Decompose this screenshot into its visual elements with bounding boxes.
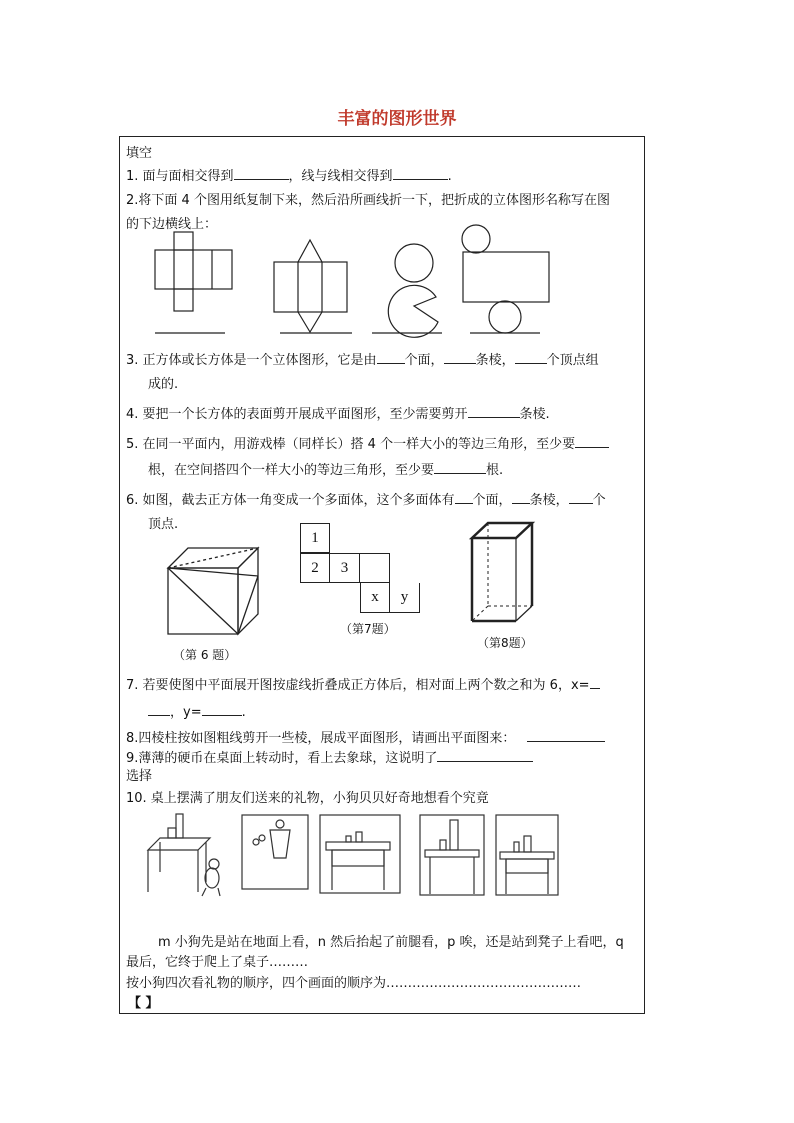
section-choice-heading: 选择	[126, 769, 153, 784]
q5-blank-1[interactable]	[575, 434, 609, 448]
q6-blank-3[interactable]	[569, 490, 593, 504]
q9-blank[interactable]	[437, 748, 533, 762]
question-4	[126, 404, 550, 424]
q7-blank-y[interactable]	[202, 702, 242, 716]
question-8	[126, 728, 605, 748]
fig6-caption: （第 6 题）	[173, 648, 237, 662]
q10-line4: 按小狗四次看礼物的顺序，四个画面的顺序为………………………………………	[126, 976, 582, 991]
q1-text-a: 1. 面与面相交得到	[126, 169, 234, 184]
q7-blank-x[interactable]	[148, 702, 170, 716]
q2-line1: 2.将下面 4 个图用纸复制下来，然后沿所画线折一下，把折成的立体图形名称写在图	[126, 193, 610, 208]
q5-text-b: 根.	[486, 463, 504, 478]
net-cell-y: y	[390, 583, 420, 613]
q10-line2	[152, 934, 624, 952]
q5-line2	[148, 460, 503, 480]
q3-text-b: 个面，	[404, 353, 444, 368]
q6-text-c: 条棱，	[529, 493, 569, 508]
q4-text-b: 条棱.	[519, 407, 550, 422]
q6-text-d: 个	[592, 493, 606, 508]
q10-pictures	[140, 812, 565, 902]
q5-blank-2[interactable]	[434, 460, 486, 474]
q3-text-a: 3. 正方体或长方体是一个立体图形，它是由	[126, 353, 377, 368]
q6-line2: 顶点.	[148, 517, 179, 532]
q1-blank-2[interactable]	[393, 166, 448, 180]
q3-line2: 成的.	[148, 377, 179, 392]
fig7-caption: （第7题）	[340, 622, 396, 636]
q3-blank-1[interactable]	[377, 350, 405, 364]
q10-line3: 最后，它终于爬上了桌子………	[126, 955, 309, 970]
q7-line2	[148, 702, 246, 722]
q3-text-d: 个顶点组	[546, 353, 599, 368]
question-5	[126, 434, 609, 454]
q3-blank-3[interactable]	[515, 350, 547, 364]
net-cell-1: 1	[300, 523, 330, 553]
q6-text-a: 6. 如图，截去正方体一角变成一个多面体，这个多面体有	[126, 493, 455, 508]
net-cell-2: 2	[300, 553, 330, 583]
q1-blank-1[interactable]	[234, 166, 289, 180]
q4-text-a: 4. 要把一个长方体的表面剪开展成平面图形，至少需要剪开	[126, 407, 468, 422]
q7-blank-x-part1[interactable]	[590, 675, 600, 689]
question-1	[126, 166, 452, 186]
q6-blank-2[interactable]	[512, 490, 530, 504]
q6-text-b: 个面，	[472, 493, 512, 508]
q5-text-a: 根，在空间搭四个一样大小的等边三角形，至少要	[148, 463, 435, 478]
q7-line1: 7. 若要使图中平面展开图按虚线折叠成正方体后，相对面上两个数之和为 6，x=	[126, 678, 590, 693]
q10-line1: 10. 桌上摆满了朋友们送来的礼物，小狗贝贝好奇地想看个究竟	[126, 791, 489, 806]
fig8-square-prism	[468, 520, 538, 625]
q7-text-b: .	[241, 705, 246, 720]
q10-line2-text: m 小狗先是站在地面上看，n 然后抬起了前腿看，p 唉，还是站到凳子上看吧，q	[158, 935, 624, 950]
q5-line1: 5. 在同一平面内，用游戏棒（同样长）搭 4 个一样大小的等边三角形，至少要	[126, 437, 576, 452]
q10-answer-bracket[interactable]: 【 】	[128, 996, 159, 1011]
q2-nets-figures	[140, 222, 620, 337]
q8-blank[interactable]	[527, 728, 605, 742]
net-cell-blank	[360, 553, 390, 583]
q7-text-a: ，y=	[170, 705, 202, 720]
q9-text: 9.薄薄的硬币在桌面上转动时，看上去象球，这说明了	[126, 751, 438, 766]
page-title: 丰富的图形世界	[337, 109, 457, 129]
net-cell-3: 3	[330, 553, 360, 583]
question-9	[126, 748, 533, 768]
q2-line2: 的下边横线上：	[126, 217, 218, 232]
net-cell-x: x	[360, 583, 390, 613]
q6-blank-1[interactable]	[455, 490, 473, 504]
fig6-truncated-cube	[163, 546, 263, 638]
q4-blank-1[interactable]	[468, 404, 520, 418]
fig8-caption: （第8题）	[477, 636, 533, 650]
section-fill-heading: 填空	[126, 146, 153, 161]
q1-text-b: ，线与线相交得到	[288, 169, 393, 184]
q1-text-c: .	[447, 169, 452, 184]
question-3	[126, 350, 599, 370]
q3-blank-2[interactable]	[444, 350, 476, 364]
question-6	[126, 490, 606, 510]
question-7	[126, 675, 600, 695]
q8-text: 8.四棱柱按如图粗线剪开一些棱，展成平面图形，请画出平面图来：	[126, 731, 516, 746]
q3-text-c: 条棱，	[475, 353, 515, 368]
